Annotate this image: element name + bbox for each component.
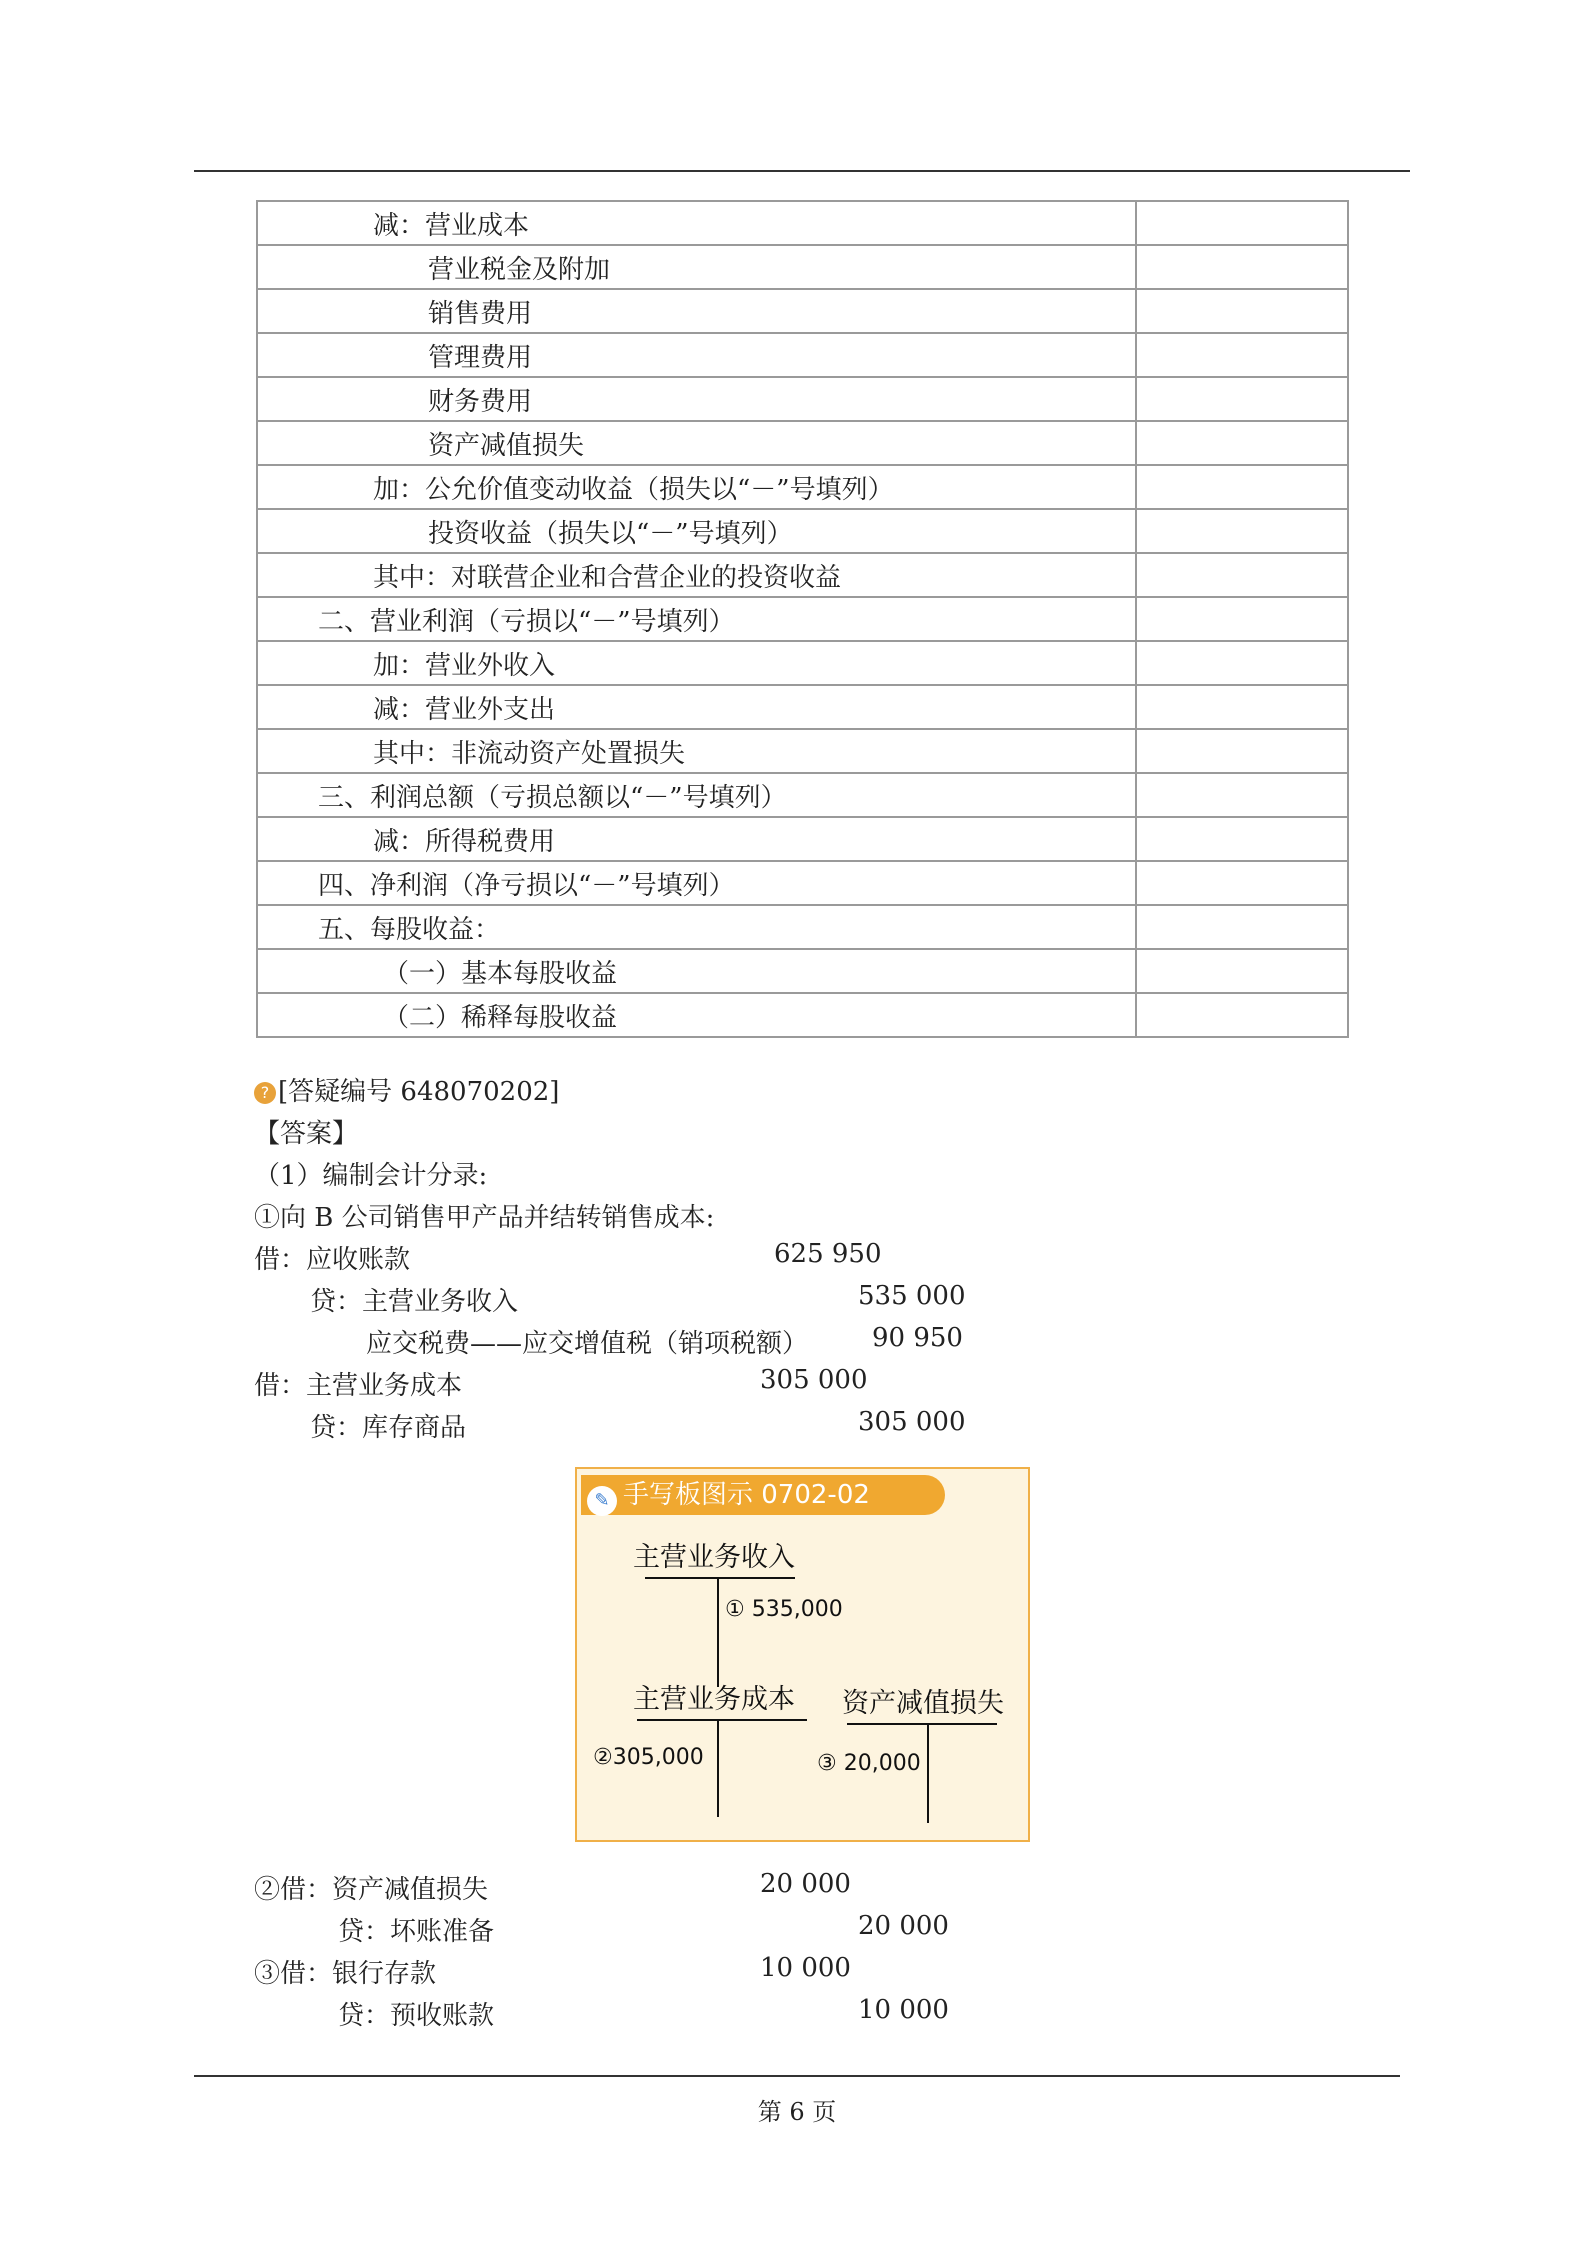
journal2-line3: ③借：银行存款: [254, 1959, 437, 1989]
t-account-title-cost: 主营业务成本: [633, 1684, 795, 1715]
statement-row: [257, 465, 1348, 509]
statement-row-label: 减：营业成本: [257, 201, 1136, 245]
statement-row: [257, 509, 1348, 553]
statement-row-label: （一）基本每股收益: [257, 949, 1136, 993]
part1-title: （1）编制会计分录:: [254, 1161, 488, 1191]
t-account-title-impairment: 资产减值损失: [842, 1688, 1004, 1719]
statement-row-label: 资产减值损失: [257, 421, 1136, 465]
t-account-entry-impairment: ③ 20,000: [817, 1751, 921, 1776]
statement-row-value: [1136, 905, 1348, 949]
statement-row-label: 减：营业外支出: [257, 685, 1136, 729]
statement-row-value: [1136, 817, 1348, 861]
journal2-amount4: 10 000: [858, 1995, 949, 2025]
statement-row-label: 销售费用: [257, 289, 1136, 333]
journal2-line1: ②借：资产减值损失: [254, 1875, 489, 1905]
statement-row-value: [1136, 729, 1348, 773]
statement-row: [257, 773, 1348, 817]
journal2-line4: 贷：预收账款: [338, 2001, 495, 2031]
statement-row: [257, 817, 1348, 861]
journal1-amount5: 305 000: [858, 1407, 966, 1437]
statement-row-value: [1136, 377, 1348, 421]
t-account-entry-cost: ②305,000: [593, 1745, 704, 1770]
statement-row-value: [1136, 245, 1348, 289]
statement-row-value: [1136, 553, 1348, 597]
statement-row: [257, 333, 1348, 377]
board-banner: ✎ 手写板图示 0702-02: [581, 1475, 945, 1515]
statement-row-label: 营业税金及附加: [257, 245, 1136, 289]
statement-row-value: [1136, 597, 1348, 641]
t-account-divider: [927, 1723, 929, 1823]
journal1-line5: 贷：库存商品: [310, 1413, 467, 1443]
statement-row-value: [1136, 421, 1348, 465]
statement-row: [257, 553, 1348, 597]
t-account-bar: [645, 1577, 795, 1579]
statement-row-label: 加：公允价值变动收益（损失以“－”号填列）: [257, 465, 1136, 509]
statement-row-label: 投资收益（损失以“－”号填列）: [257, 509, 1136, 553]
statement-row-label: 管理费用: [257, 333, 1136, 377]
header-rule: [194, 170, 1410, 172]
t-account-bar: [637, 1719, 807, 1721]
statement-row: [257, 905, 1348, 949]
journal1-line3: 应交税费——应交增值税（销项税额）: [366, 1329, 809, 1359]
statement-row: [257, 729, 1348, 773]
journal1-amount3: 90 950: [872, 1323, 963, 1353]
journal1-line1: 借：应收账款: [254, 1245, 411, 1275]
t-account-title-revenue: 主营业务收入: [633, 1542, 795, 1573]
handwriting-board: [575, 1467, 1030, 1842]
journal2-amount1: 20 000: [760, 1869, 851, 1899]
statement-row-label: 二、营业利润（亏损以“－”号填列）: [257, 597, 1136, 641]
statement-row-label: 财务费用: [257, 377, 1136, 421]
statement-row-value: [1136, 465, 1348, 509]
statement-row: [257, 245, 1348, 289]
statement-row-label: 减：所得税费用: [257, 817, 1136, 861]
statement-row: [257, 597, 1348, 641]
statement-row: [257, 861, 1348, 905]
statement-row-label: 其中：非流动资产处置损失: [257, 729, 1136, 773]
statement-row: [257, 377, 1348, 421]
statement-row-value: [1136, 201, 1348, 245]
journal2-amount2: 20 000: [858, 1911, 949, 1941]
income-statement-table: [256, 200, 1349, 1038]
journal2-line2: 贷：坏账准备: [338, 1917, 495, 1947]
pen-icon: ✎: [587, 1486, 617, 1516]
journal1-amount1: 625 950: [774, 1239, 882, 1269]
statement-row-value: [1136, 641, 1348, 685]
statement-row: [257, 685, 1348, 729]
statement-row-value: [1136, 333, 1348, 377]
t-account-divider: [717, 1577, 719, 1687]
answer-heading: 【答案】: [254, 1119, 359, 1149]
statement-row-label: 四、净利润（净亏损以“－”号填列）: [257, 861, 1136, 905]
statement-row-value: [1136, 773, 1348, 817]
statement-row: [257, 421, 1348, 465]
statement-row-label: 加：营业外收入: [257, 641, 1136, 685]
statement-row: [257, 641, 1348, 685]
statement-row-label: （二）稀释每股收益: [257, 993, 1136, 1037]
journal1-line2: 贷：主营业务收入: [310, 1287, 519, 1317]
question-icon: ?: [254, 1082, 276, 1104]
t-account-entry-revenue: ① 535,000: [725, 1597, 843, 1622]
statement-row-value: [1136, 993, 1348, 1037]
statement-row-label: 五、每股收益：: [257, 905, 1136, 949]
t-account-divider: [717, 1719, 719, 1817]
statement-row-label: 其中：对联营企业和合营企业的投资收益: [257, 553, 1136, 597]
statement-row-value: [1136, 509, 1348, 553]
statement-row: [257, 993, 1348, 1037]
journal1-amount4: 305 000: [760, 1365, 868, 1395]
statement-row-label: 三、利润总额（亏损总额以“－”号填列）: [257, 773, 1136, 817]
journal1-amount2: 535 000: [858, 1281, 966, 1311]
statement-row: [257, 289, 1348, 333]
journal2-amount3: 10 000: [760, 1953, 851, 1983]
page-number: 第 6 页: [757, 2098, 837, 2126]
journal1-line4: 借：主营业务成本: [254, 1371, 463, 1401]
statement-row: [257, 201, 1348, 245]
entry1-title: ①向 B 公司销售甲产品并结转销售成本:: [254, 1203, 715, 1233]
statement-row-value: [1136, 685, 1348, 729]
question-ref: ? [答疑编号 648070202]: [254, 1071, 559, 1108]
t-account-bar: [847, 1723, 997, 1725]
footer-rule: [194, 2075, 1400, 2077]
statement-row-value: [1136, 861, 1348, 905]
statement-row-value: [1136, 289, 1348, 333]
statement-row: [257, 949, 1348, 993]
statement-row-value: [1136, 949, 1348, 993]
